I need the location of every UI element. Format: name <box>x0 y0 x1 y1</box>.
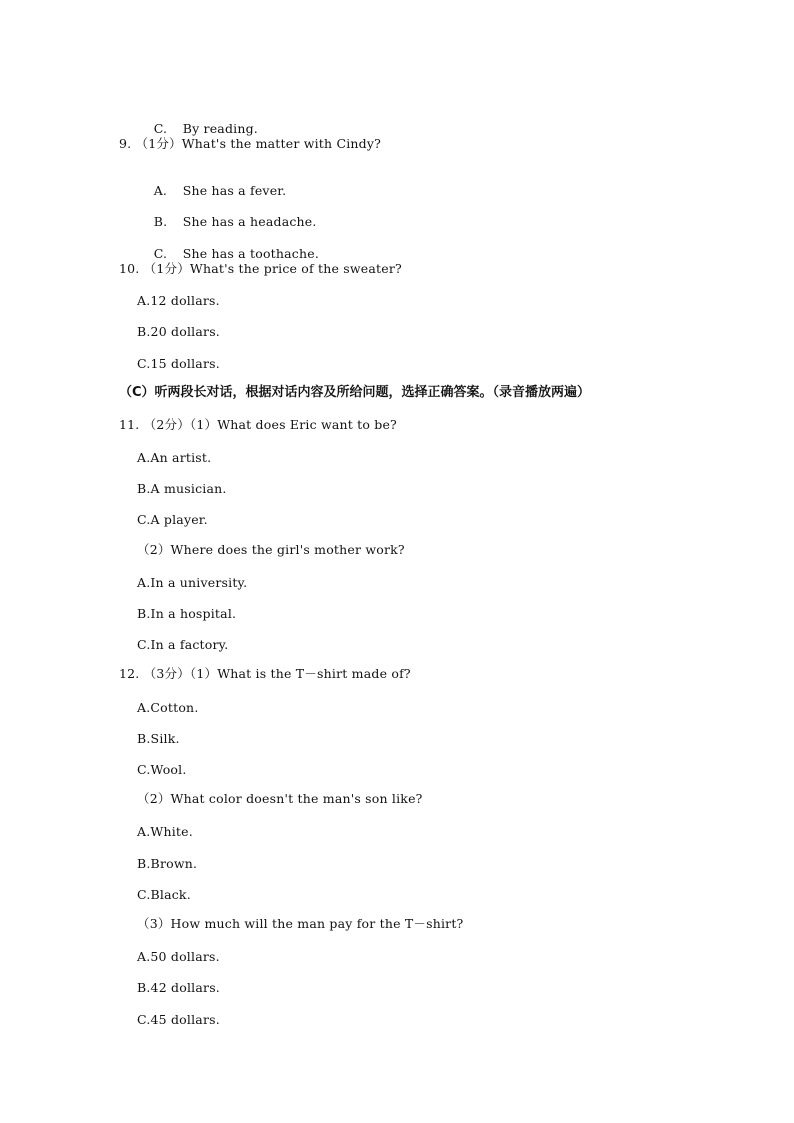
q12-1-option-a: A.Cotton. <box>137 700 199 715</box>
q12-3-option-c: C.45 dollars. <box>137 1012 220 1027</box>
q11-2-option-b: B.In a hospital. <box>137 606 237 621</box>
option-label: C. <box>153 246 168 261</box>
q12-1-option-b: B.Silk. <box>137 731 180 746</box>
q12-3-stem: （3）How much will the man pay for the T－shirt? <box>137 916 464 931</box>
option-label: B. <box>153 214 168 229</box>
q11-2-stem: （2）Where does the girl's mother work? <box>137 542 405 557</box>
q11-2-option-c: C.In a factory. <box>137 637 229 652</box>
q12-2-option-b: B.Brown. <box>137 856 198 871</box>
q12-3-option-b: B.42 dollars. <box>137 980 220 995</box>
q10-option-c: C.15 dollars. <box>137 356 220 371</box>
q12-1-option-c: C.Wool. <box>137 762 187 777</box>
q11-1-option-c: C.A player. <box>137 512 208 527</box>
q12-3-option-a: A.50 dollars. <box>137 949 220 964</box>
q12-2-option-a: A.White. <box>137 824 193 839</box>
q9-stem: 9. （1分）What's the matter with Cindy? <box>119 136 382 151</box>
section-c-heading: （C）听两段长对话，根据对话内容及所给问题，选择正确答案。（录音播放两遍） <box>119 385 591 400</box>
option-text: She has a toothache. <box>182 246 320 261</box>
q12-stem: 12. （3分）（1）What is the T－shirt made of? <box>119 666 411 681</box>
q10-stem: 10. （1分）What's the price of the sweater? <box>119 261 402 276</box>
option-text: By reading. <box>182 121 258 136</box>
q12-2-stem: （2）What color doesn't the man's son like? <box>137 791 423 806</box>
option-label: C. <box>153 121 168 136</box>
q11-stem: 11. （2分）（1）What does Eric want to be? <box>119 417 397 432</box>
option-text: She has a fever. <box>182 183 287 198</box>
q11-2-option-a: A.In a university. <box>137 575 248 590</box>
q10-option-a: A.12 dollars. <box>137 293 220 308</box>
option-text: She has a headache. <box>182 214 317 229</box>
option-label: A. <box>153 183 168 198</box>
q12-2-option-c: C.Black. <box>137 887 191 902</box>
q10-option-b: B.20 dollars. <box>137 324 220 339</box>
q11-1-option-b: B.A musician. <box>137 481 227 496</box>
q11-1-option-a: A.An artist. <box>137 450 212 465</box>
